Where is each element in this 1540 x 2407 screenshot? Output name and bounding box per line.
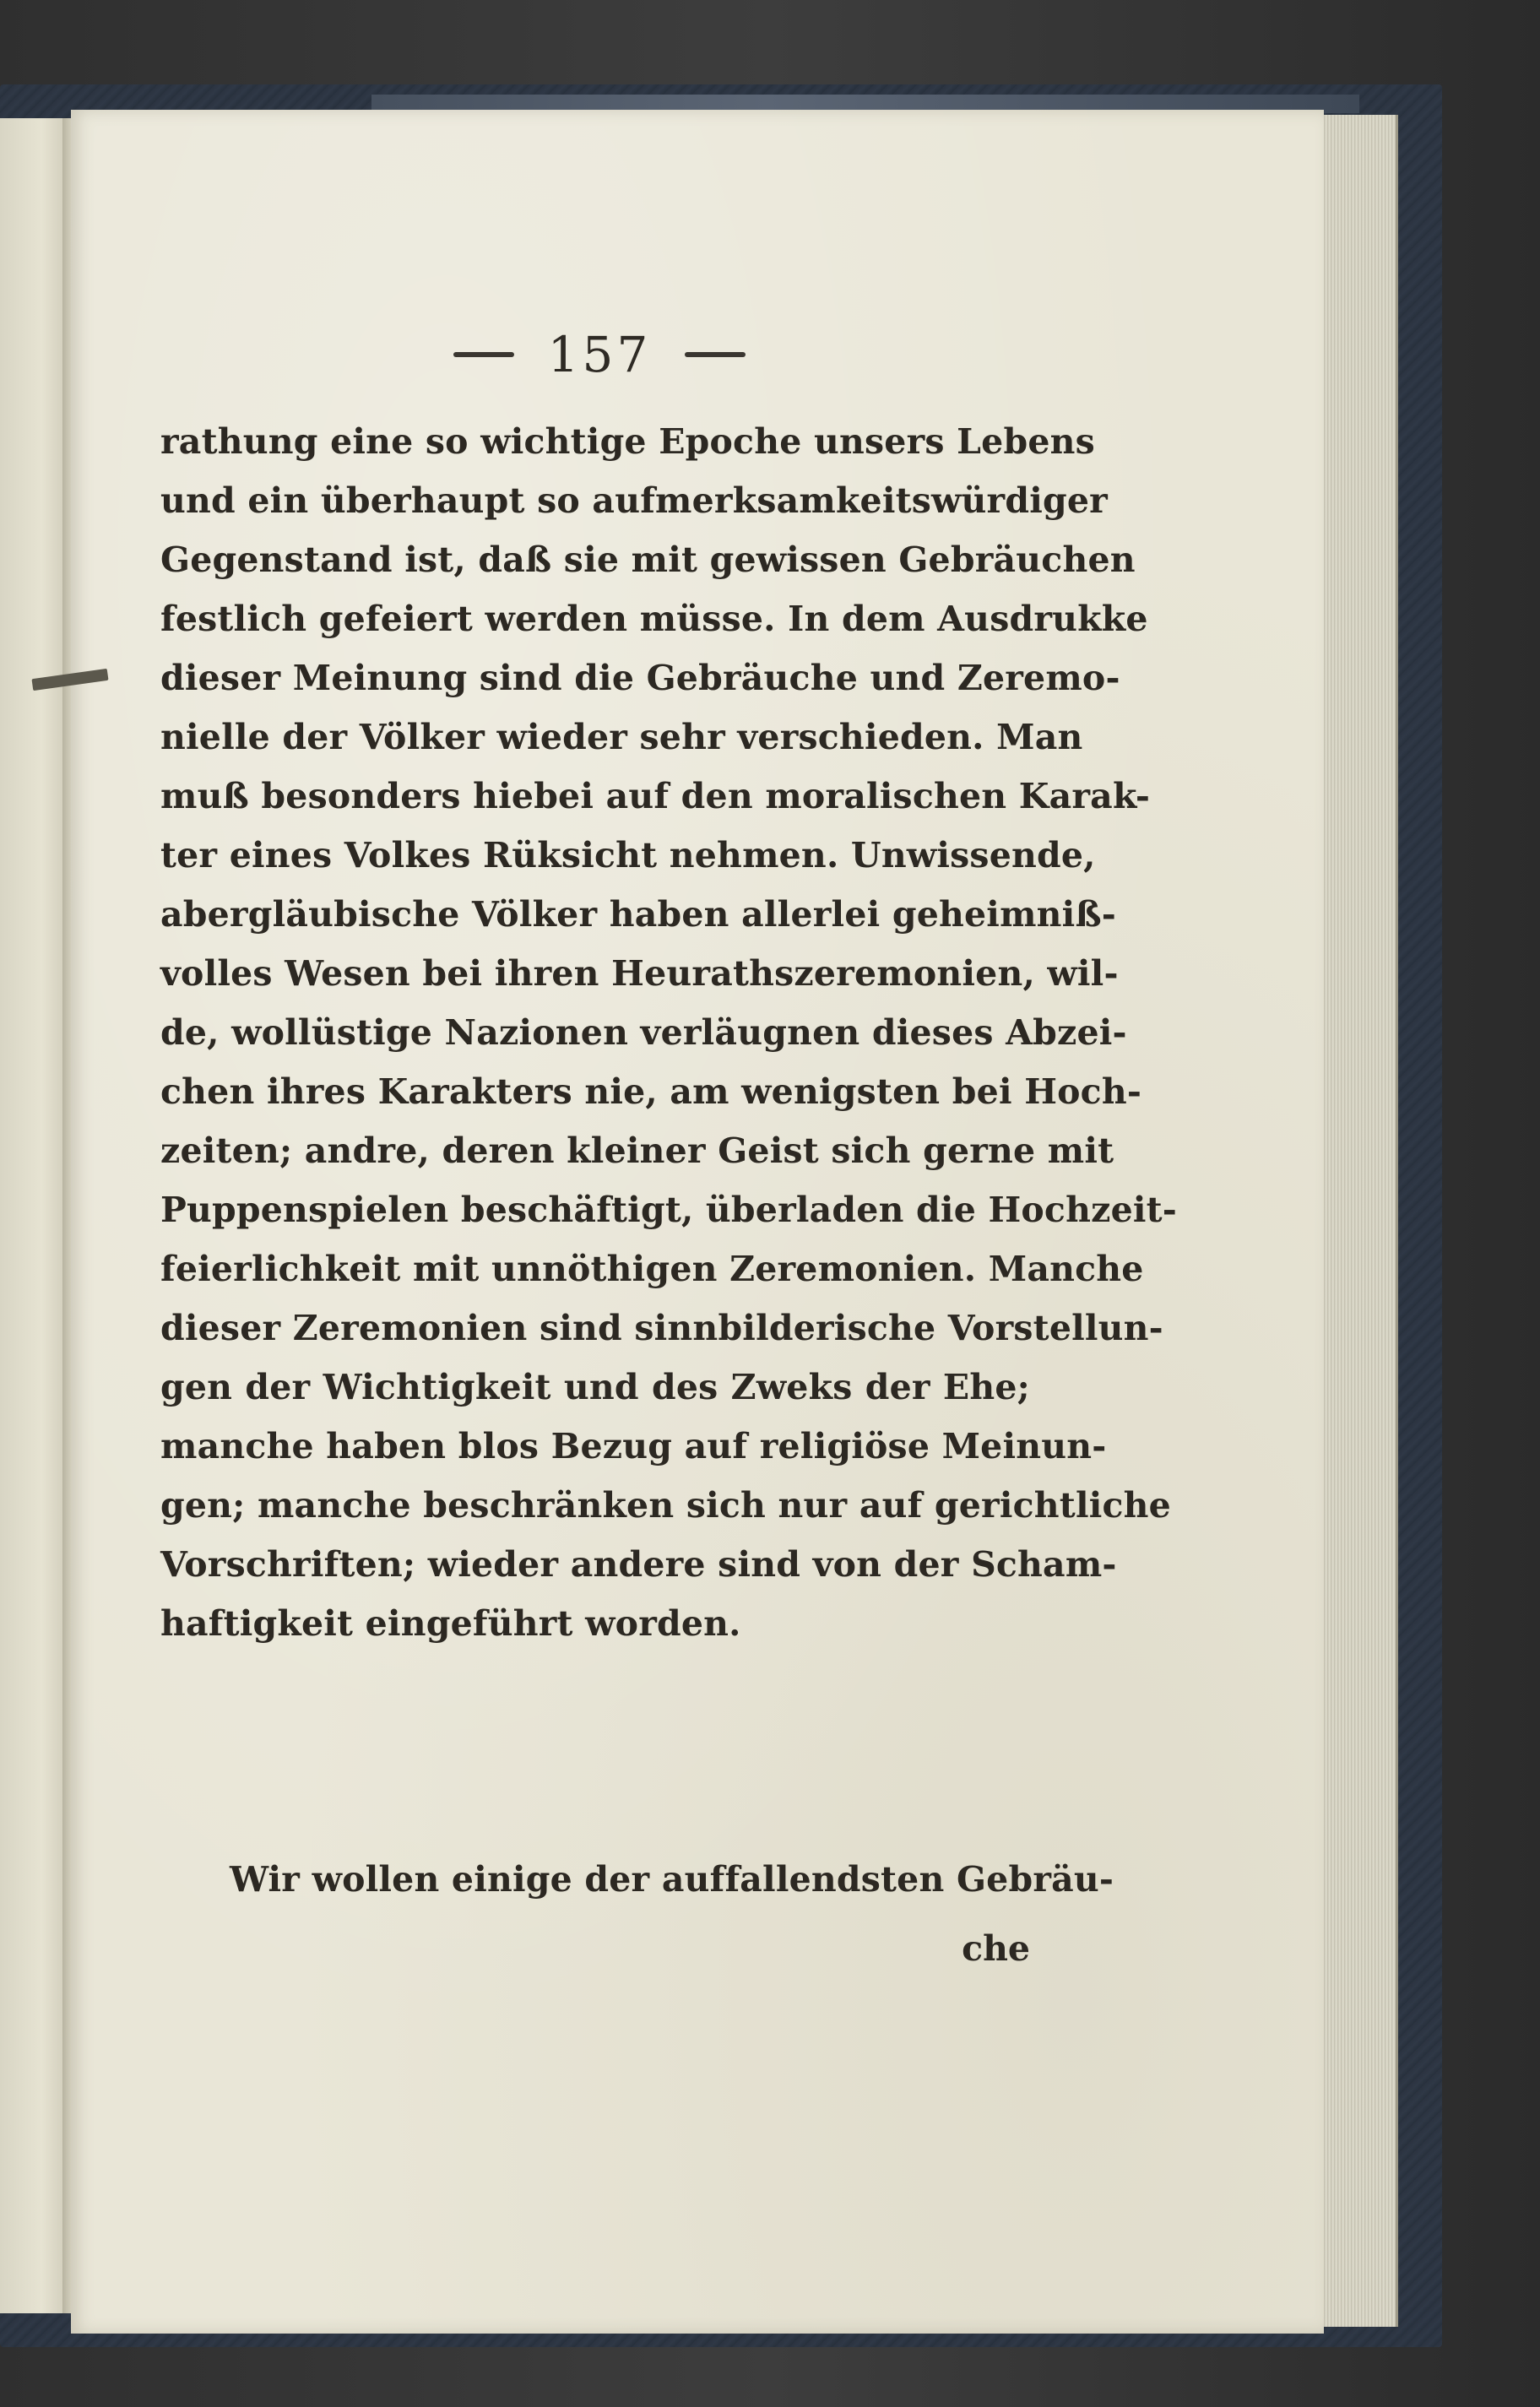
text-line: manche haben blos Bezug auf religiöse Meinun- <box>160 1426 1107 1466</box>
text-line: Puppenspielen beschäftigt, überladen die Hochzeit- <box>160 1190 1178 1230</box>
text-line: haftigkeit eingeführt worden. <box>160 1603 741 1644</box>
page-number: 157 <box>547 326 652 383</box>
text-line: rathung eine so wichtige Epoche unsers Lebens <box>160 421 1095 462</box>
text-line: nielle der Völker wieder sehr verschieden. Man <box>160 717 1083 757</box>
text-line: Wir wollen einige der auffallendsten Gebräu- <box>230 1859 1114 1900</box>
text-line: gen; manche beschränken sich nur auf gerichtliche <box>160 1485 1171 1526</box>
page-edges <box>1321 115 1398 2327</box>
page-header <box>439 317 760 393</box>
text-line: ter eines Volkes Rüksicht nehmen. Unwissende, <box>160 835 1096 876</box>
text-line: volles Wesen bei ihren Heurathszeremonien, wil- <box>160 953 1119 994</box>
text-line: muß besonders hiebei auf den moralischen Karak- <box>160 776 1151 816</box>
text-line: de, wollüstige Nazionen verläugnen dieses Abzei- <box>160 1012 1127 1053</box>
catchword: che <box>962 1928 1030 1969</box>
paragraph-1 <box>160 412 1178 1653</box>
text-line: Gegenstand ist, daß sie mit gewissen Gebräuchen <box>160 539 1136 580</box>
text-line: Vorschriften; wieder andere sind von der Scham- <box>160 1544 1117 1585</box>
header-dash-right <box>685 352 746 357</box>
paragraph-2 <box>230 1850 1114 1909</box>
text-line: feierlichkeit mit unnöthigen Zeremonien. Manche <box>160 1249 1144 1289</box>
text-line: gen der Wichtigkeit und des Zweks der Ehe; <box>160 1367 1030 1407</box>
text-line: und ein überhaupt so aufmerksamkeitswürdiger <box>160 480 1108 521</box>
text-line: dieser Meinung sind die Gebräuche und Zeremo- <box>160 658 1120 698</box>
text-line: chen ihres Karakters nie, am wenigsten bei Hoch- <box>160 1071 1142 1112</box>
text-line: zeiten; andre, deren kleiner Geist sich gerne mit <box>160 1130 1114 1171</box>
left-page-edge <box>0 118 69 2313</box>
text-line: abergläubische Völker haben allerlei geheimniß- <box>160 894 1117 935</box>
text-line: dieser Zeremonien sind sinnbilderische Vorstellun- <box>160 1308 1163 1348</box>
header-dash-left <box>453 352 514 357</box>
text-line: festlich gefeiert werden müsse. In dem Ausdrukke <box>160 599 1148 639</box>
